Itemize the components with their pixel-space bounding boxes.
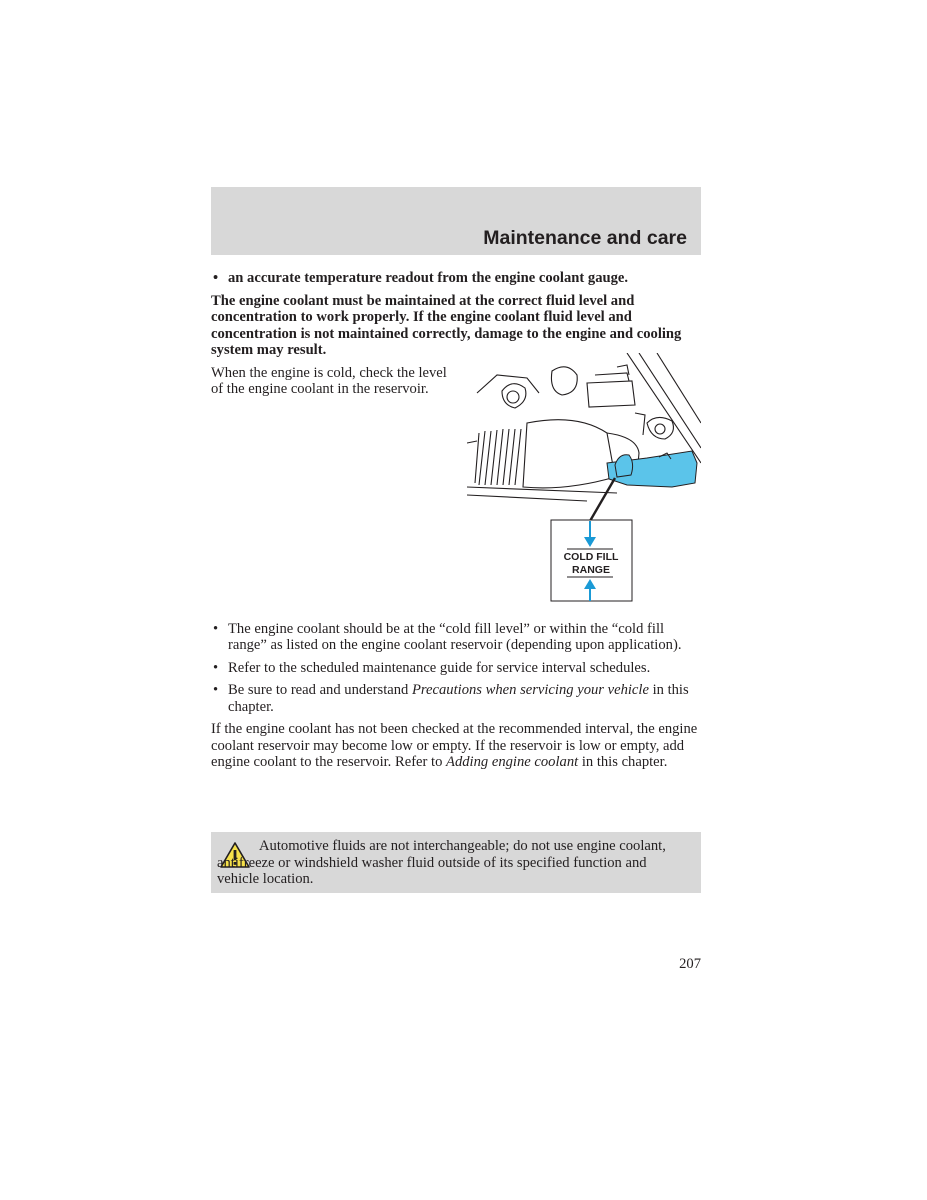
coolant-reservoir-illustration [467,353,701,603]
section-title: Maintenance and care [483,227,687,249]
figure-text: When the engine is cold, check the level of the engine coolant in the reservoir. [211,364,447,397]
section-reference: Precautions when servicing your vehicle [411,682,649,698]
bullet-icon: • [213,682,219,698]
list-item-text: The engine coolant should be at the “cold fill level” or within the “cold fill range” as listed on the engine coolant reservoir (depending upon application). [228,620,682,653]
section-header [211,187,701,255]
list-item [211,621,701,654]
body-paragraph: If the engine coolant has not been checked at the recommended interval, the engine coolant reservoir may become low or empty. If the reservoir is low or empty, add engine coolant to the reservoir. Refer to Adding engine coolant in this chapter. [211,721,698,770]
section-reference: Adding engine coolant [446,754,579,770]
list-item [211,682,701,715]
bullet-icon: • [213,659,219,676]
warning-text: Automotive fluids are not interchangeable; do not use engine coolant, antifreeze or windshield washer fluid outside of its specified function and vehicle location. [217,838,666,887]
cold-fill-label-2: RANGE [572,563,610,576]
list-item-text: Be sure to read and understand Precautions when servicing your vehicle in this chapter. [228,682,689,715]
figure-section [211,365,701,617]
list-item-text: Refer to the scheduled maintenance guide for service interval schedules. [228,659,651,676]
warning-box [211,832,701,893]
warning-paragraph: The engine coolant must be maintained at the correct fluid level and concentration to work properly. If the engine coolant fluid level and concentration is not maintained correctly, damage to the engine and cooling system may result. [211,292,682,358]
bullet-icon: • [213,270,219,286]
page-number: 207 [679,956,701,972]
page-content [211,270,701,777]
cold-fill-label-1: COLD FILL [563,550,619,563]
list-item [211,660,701,677]
list-item-text: an accurate temperature readout from the engine coolant gauge. [228,270,629,286]
list-item [211,270,701,287]
bullet-icon: • [213,620,219,637]
